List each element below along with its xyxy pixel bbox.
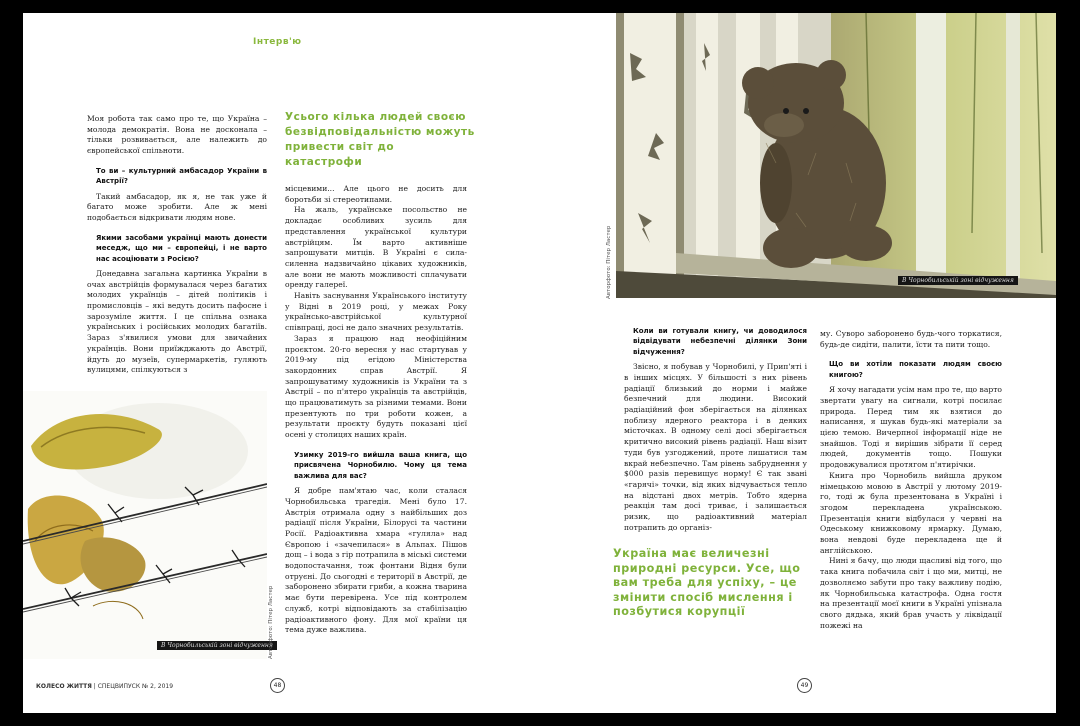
paragraph: Донедавна загальна картинка України в очах австрійців формувалася через багатих молодих українців – дітей політиків і промисловців – які ведуть досить пафосне і зарозуміле життя. І це спільна ознака українських і російських молодих багатіїв. Зараз з'явилися умови для звичайних українців. Вони приїжджають до Австрії, йдуть до музеїв, супермаркетів, гуляють вулицями, спілкуються з <box>87 268 267 375</box>
page-number: 49 <box>797 678 812 693</box>
interview-question: То ви – культурний амбасадор України в Австрії? <box>96 166 267 186</box>
right-page <box>540 13 1056 713</box>
section-rubric: Інтерв'ю <box>253 37 302 47</box>
paragraph: Нині я бачу, що люди щасливі від того, що така книга побачила світ і що ми, митці, не дозволяємо забути про таку важливу подію, як Чорнобильська катастрофа. Одна гостя на презентації моєї книги в Україні упізнала свого дядька, який брав участь у ліквідації пожежі на <box>820 556 1002 630</box>
interview-question: Узимку 2019-го вийшла ваша книга, що присвячена Чорнобилю. Чому ця тема важлива для вас? <box>294 450 467 480</box>
teddy-bear-photo <box>616 13 1056 298</box>
photo-caption: В Чорнобильській зоні відчуження <box>157 641 277 650</box>
paragraph: Я добре пам'ятаю час, коли сталася Чорнобильська трагедія. Мені було 17. Австрія отримала одну з найбільших доз радіації після України, Білорусі та частини Росії. Радіоактивна хмара «гуляла» над Європою і «зачепилася» в Альпах. Пішов дощ – і вода з гір потрапила в міські системи водопостачання, тож фонтани Відня були отруєні. До сьогодні є території в Австрії, де заборонено збирати гриби, а кожна тварина має бути перевірена. Усе під контролем служб, котрі відповідають за стабілізацію радіоактивного фону. Для мої країни ця тема дуже важлива. <box>285 486 467 635</box>
pull-quote: Україна має величезні природні ресурси. Усе, що вам треба для успіху, – це змінити спосіб мислення і позбутися корупції <box>613 547 801 619</box>
footer-folio: КОЛЕСО ЖИТТЯ | СПЕЦВИПУСК № 2, 2019 <box>36 683 174 690</box>
right-column-2 <box>820 329 1002 631</box>
left-column-2 <box>285 184 467 636</box>
paragraph: Навіть заснування Українського інституту у Відні в 2019 році, у межах Року українсько-австрійської культурної співпраці, досі не дало значних результатів. <box>285 291 467 333</box>
interview-question: Що ви хотіли показати людям своєю книгою? <box>829 360 1002 379</box>
interview-question: Якими засобами українці мають донести меседж, що ми – європейці, і не варто нас асоціювати з Росією? <box>96 233 267 263</box>
left-page <box>23 13 542 713</box>
photo-credit: Авторфото: Пітер Ластер <box>606 225 612 299</box>
paragraph: Зараз я працюю над неофіційним проєктом. 20-го вересня у нас стартував у 2019-му під егідою Міністерства закордонних справ Австрії. Я запрошуватиму художників із України та з Австрії – по п'ятеро українців та австрійців, що працюватимуть за різними темами. Вони презентують по три роботи кожен, а результати проєкту будуть показані цієї осені у столицях наших країн. <box>285 333 467 440</box>
magazine-name: КОЛЕСО ЖИТТЯ <box>36 683 92 690</box>
pull-quote: Усього кілька людей своєю безвідповідальністю можуть привести світ до катастрофи <box>285 111 475 168</box>
paragraph: Я хочу нагадати усім нам про те, що варто звертати увагу на сигнали, котрі посилає природа. Перед тим як взятися до написання, я шукав будь-які матеріали за цією темою. Вичерпної інформації ніде не знайшов. Тоді я вирішив зібрати її серед людей, документів тощо. Пошуки продовжувалися протягом п'ятирічки. <box>820 385 1002 470</box>
left-column-1 <box>87 114 267 376</box>
interview-question: Коли ви готували книгу, чи доводилося відвідувати небезпечні ділянки Зони відчуження? <box>633 327 807 356</box>
right-column-1 <box>624 326 807 533</box>
paragraph: Книга про Чорнобиль вийшла друком німецькою мовою в Австрії у лютому 2019-го, тоді ж була презентована в Україні і згодом перекладена українською. Презентація книги відбулася у червні на Одеському книжковому ярмарку. Думаю, вона невдові буде перекладена ще й англійською. <box>820 470 1002 555</box>
photo-credit: Авторфото: Пітер Ластер <box>268 585 274 659</box>
leaf-barbed-wire-photo <box>23 391 267 659</box>
paragraph: му. Суворо заборонено будь-чого торкатися, будь-де сидіти, палити, їсти та пити тощо. <box>820 329 1002 349</box>
paragraph: Такий амбасадор, як я, не так уже й багато може зробити. Але ж мені подобається відкривати людям нове. <box>87 191 267 223</box>
paragraph: Моя робота так само про те, що Україна – молода демократія. Вона не досконала – тільки розвивається, але належить до європейської спільноти. <box>87 114 267 156</box>
paragraph: На жаль, українське посольство не докладає особливих зусиль для представлення української культури австрійцям. Їм варто активніше запрошувати митців. В Україні є сила-силенна надзвичайно цікавих художників, але вони не мають можливості сплачувати оренду галереї. <box>285 205 467 290</box>
paragraph: місцевими... Але цього не досить для боротьби зі стереотипами. <box>285 184 467 204</box>
paragraph: Звісно, я побував у Чорнобилі, у Прип'яті і в інших місцях. У більшості з них рівень радіації близький до норми і майже безпечний для людини. Високий радіаційний фон зберігається на ділянках поблизу ядерного реактора і в деяких місточках. В одному селі досі зберігається критично високий рівень радіації. Наш візит туди був узгоджений, проте лишатися там вкрай небезпечно. Там рівень забруднення у $000 разів перевищує норму! Є так звані «гарячі» точки, від яких відчувається тепло на відстані двох метрів. Тобто ядерна реакція там досі триває, і залишається ризик, що радіоактивний матеріал потрапить до організ- <box>624 362 807 532</box>
photo-caption: В Чорнобильській зоні відчуження <box>898 276 1018 285</box>
page-number: 48 <box>270 678 285 693</box>
issue-label: СПЕЦВИПУСК № 2, 2019 <box>97 683 174 690</box>
